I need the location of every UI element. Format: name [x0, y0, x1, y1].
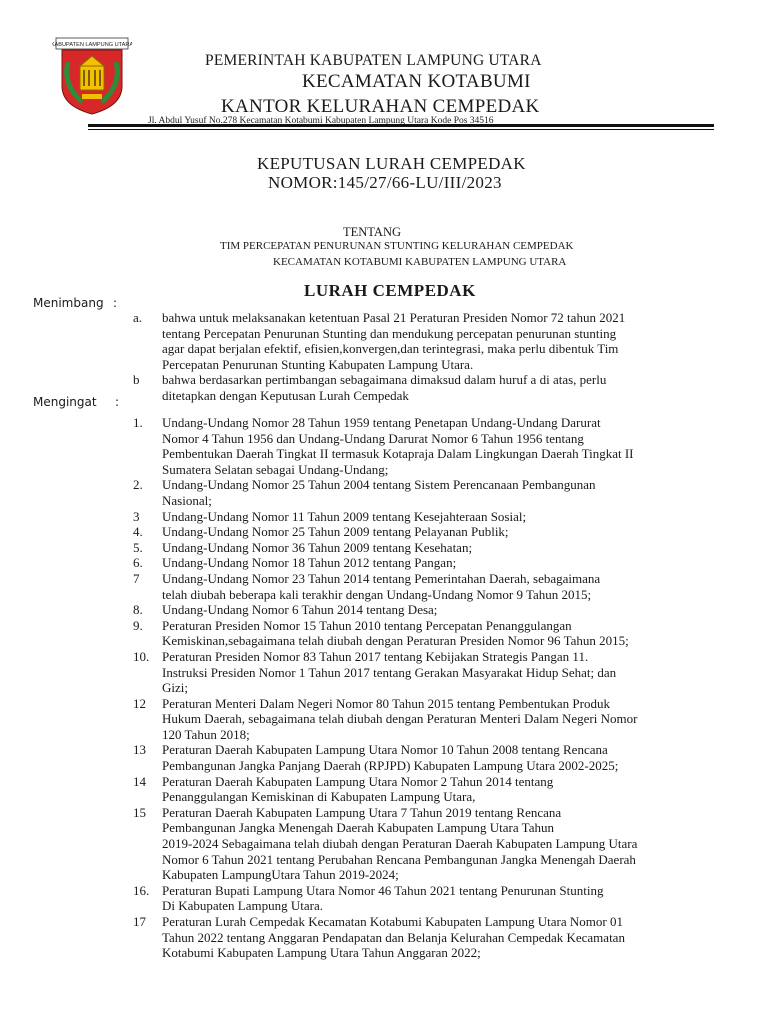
- list-item: [0, 696, 768, 743]
- list-item-line: Tahun 2022 tentang Anggaran Pendapatan dan Belanja Kelurahan Cempedak Kecamatan: [162, 929, 625, 945]
- letterhead-government: PEMERINTAH KABUPATEN LAMPUNG UTARA: [205, 52, 542, 69]
- list-item: [0, 540, 768, 556]
- list-item-line: Undang-Undang Nomor 25 Tahun 2009 tentang Pelayanan Publik;: [162, 524, 509, 540]
- list-item-line: Nasional;: [162, 492, 212, 508]
- list-item-line: Peraturan Menteri Dalam Negeri Nomor 80 Tahun 2015 tentang Pembentukan Produk: [162, 695, 610, 711]
- list-item-line: Gizi;: [162, 680, 188, 696]
- list-item-line: Peraturan Presiden Nomor 83 Tahun 2017 tentang Kebijakan Strategis Pangan 11.: [162, 648, 589, 664]
- list-item: [0, 742, 768, 773]
- list-item: [0, 509, 768, 525]
- list-item-text: [162, 914, 702, 961]
- svg-text:KABUPATEN LAMPUNG UTARA: KABUPATEN LAMPUNG UTARA: [52, 42, 132, 48]
- list-item: [0, 805, 768, 883]
- list-item: [0, 914, 768, 961]
- list-item-text: [162, 696, 702, 743]
- list-item-text: [162, 774, 702, 805]
- section-label: Menimbang: [33, 296, 104, 310]
- list-item-line: agar dapat berjalan efektif, efisien,konvergen,dan terintegrasi, maka perlu dibentuk Tim: [162, 341, 619, 357]
- section-colon: :: [113, 296, 118, 310]
- decree-subject-line2: KECAMATAN KOTABUMI KABUPATEN LAMPUNG UTARA: [273, 256, 567, 268]
- letterhead-thin-rule: [88, 129, 714, 130]
- list-item-line: Pembentukan Daerah Tingkat II termasuk Kotapraja Dalam Lingkungan Daerah Tingkat II: [162, 446, 634, 462]
- list-item-number: 2.: [133, 477, 143, 493]
- list-item-number: b: [133, 372, 140, 388]
- list-item-line: 2019-2024 Sebagaimana telah diubah dengan Peraturan Daerah Kabupaten Lampung Utara: [162, 836, 638, 852]
- decree-official: LURAH CEMPEDAK: [304, 281, 476, 300]
- list-item-line: Percepatan Penurunan Stunting Kabupaten Lampung Utara.: [162, 356, 474, 372]
- list-item-line: Peraturan Lurah Cempedak Kecamatan Kotabumi Kabupaten Lampung Utara Nomor 01: [162, 914, 623, 929]
- list-item: [0, 524, 768, 540]
- list-item: [0, 555, 768, 571]
- emblem-icon: [52, 36, 132, 116]
- list-item-number: 6.: [133, 555, 143, 571]
- list-item-text: [162, 742, 702, 773]
- list-item: [0, 571, 768, 602]
- list-item-line: Hukum Daerah, sebagaimana telah diubah dengan Peraturan Menteri Dalam Negeri Nomor: [162, 711, 638, 727]
- list-item-line: Undang-Undang Nomor 25 Tahun 2004 tentang Sistem Perencanaan Pembangunan: [162, 477, 596, 493]
- list-item: [0, 649, 768, 696]
- list-item-text: [162, 509, 702, 525]
- mengingat-list: [0, 415, 768, 961]
- list-item-number: 12: [133, 695, 146, 711]
- list-item-number: 14: [133, 773, 146, 789]
- list-item-line: Sumatera Selatan sebagai Undang-Undang;: [162, 461, 389, 477]
- list-item: [0, 774, 768, 805]
- list-item-line: Peraturan Presiden Nomor 15 Tahun 2010 tentang Percepatan Penanggulangan: [162, 617, 572, 633]
- list-item-line: Instruksi Presiden Nomor 1 Tahun 2017 tentang Gerakan Masyarakat Hidup Sehat; dan: [162, 664, 617, 680]
- list-item-text: [162, 310, 702, 372]
- list-item-text: [162, 477, 702, 508]
- list-item-line: Penanggulangan Kemiskinan di Kabupaten Lampung Utara,: [162, 789, 476, 805]
- list-item-number: a.: [133, 310, 143, 325]
- list-item: [0, 602, 768, 618]
- list-item-text: [162, 372, 702, 403]
- letterhead-office: KANTOR KELURAHAN CEMPEDAK: [221, 96, 540, 117]
- list-item-line: 120 Tahun 2018;: [162, 726, 250, 742]
- list-item-text: [162, 571, 702, 602]
- letterhead-address: Jl. Abdul Yusuf No.278 Kecamatan Kotabumi Kabupaten Lampung Utara Kode Pos 34516: [148, 116, 494, 126]
- decree-title: KEPUTUSAN LURAH CEMPEDAK: [257, 154, 526, 173]
- list-item: [0, 883, 768, 914]
- list-item-number: 8.: [133, 602, 143, 618]
- list-item-line: Undang-Undang Nomor 11 Tahun 2009 tentang Kesejahteraan Sosial;: [162, 508, 527, 524]
- list-item: [0, 618, 768, 649]
- list-item-line: Peraturan Daerah Kabupaten Lampung Utara 7 Tahun 2019 tentang Rencana: [162, 804, 562, 820]
- decree-subject-line1: TIM PERCEPATAN PENURUNAN STUNTING KELURAHAN CEMPEDAK: [220, 240, 574, 252]
- kabupaten-logo: [52, 36, 132, 116]
- list-item-line: telah diubah beberapa kali terakhir dengan Undang-Undang Nomor 9 Tahun 2015;: [162, 586, 592, 602]
- list-item: [0, 477, 768, 508]
- section-mengingat-label: [33, 395, 120, 409]
- section-colon: :: [115, 395, 120, 409]
- letterhead-thick-rule: [88, 124, 714, 127]
- list-item-line: Nomor 6 Tahun 2021 tentang Perubahan Rencana Pembangunan Jangka Menengah Daerah: [162, 851, 636, 867]
- list-item-line: Undang-Undang Nomor 18 Tahun 2012 tentang Pangan;: [162, 555, 457, 571]
- list-item-number: 3: [133, 508, 140, 524]
- list-item-text: [162, 805, 702, 883]
- list-item-number: 5.: [133, 539, 143, 555]
- list-item-line: Kotabumi Kabupaten Lampung Utara Tahun Anggaran 2022;: [162, 945, 481, 961]
- list-item-line: Kemiskinan,sebagaimana telah diubah dengan Peraturan Presiden Nomor 96 Tahun 2015;: [162, 633, 629, 649]
- list-item-text: [162, 602, 702, 618]
- list-item-number: 16.: [133, 882, 150, 898]
- list-item-text: [162, 618, 702, 649]
- list-item-number: 17: [133, 914, 146, 929]
- list-item-text: [162, 883, 702, 914]
- list-item-line: Undang-Undang Nomor 6 Tahun 2014 tentang Desa;: [162, 602, 438, 618]
- list-item-number: 1.: [133, 415, 143, 430]
- list-item-line: Pembangunan Jangka Panjang Daerah (RPJPD) Kabupaten Lampung Utara 2002-2025;: [162, 758, 619, 774]
- list-item-line: Kabupaten LampungUtara Tahun 2019-2024;: [162, 867, 399, 883]
- list-item-number: 10.: [133, 648, 150, 664]
- section-label: Mengingat: [33, 395, 97, 409]
- list-item-text: [162, 649, 702, 696]
- list-item-line: Pembangunan Jangka Menengah Daerah Kabupaten Lampung Utara Tahun: [162, 820, 554, 836]
- decree-number: NOMOR:145/27/66-LU/III/2023: [268, 173, 502, 192]
- list-item-text: [162, 540, 702, 556]
- section-menimbang-label: [33, 296, 118, 310]
- list-item-line: bahwa untuk melaksanakan ketentuan Pasal 21 Peraturan Presiden Nomor 72 tahun 2021: [162, 310, 626, 325]
- decree-about-label: TENTANG: [343, 225, 402, 239]
- list-item-text: [162, 555, 702, 571]
- list-item-line: Nomor 4 Tahun 1956 dan Undang-Undang Darurat Nomor 6 Tahun 1956 tentang: [162, 430, 584, 446]
- list-item-line: Undang-Undang Nomor 28 Tahun 1959 tentang Penetapan Undang-Undang Darurat: [162, 415, 601, 430]
- list-item-line: tentang Percepatan Penurunan Stunting dan mendukung percepatan penurunan stunting: [162, 325, 617, 341]
- list-item-line: ditetapkan dengan Keputusan Lurah Cempedak: [162, 387, 409, 403]
- list-item-number: 15: [133, 804, 146, 820]
- list-item: [0, 310, 768, 372]
- letterhead-district: KECAMATAN KOTABUMI: [302, 71, 531, 92]
- list-item-line: Peraturan Daerah Kabupaten Lampung Utara Nomor 2 Tahun 2014 tentang: [162, 773, 554, 789]
- list-item-line: Undang-Undang Nomor 36 Tahun 2009 tentang Kesehatan;: [162, 539, 473, 555]
- list-item-line: Peraturan Daerah Kabupaten Lampung Utara Nomor 10 Tahun 2008 tentang Rencana: [162, 742, 608, 758]
- list-item: [0, 415, 768, 477]
- list-item-number: 9.: [133, 617, 143, 633]
- list-item-line: Peraturan Bupati Lampung Utara Nomor 46 Tahun 2021 tentang Penurunan Stunting: [162, 882, 604, 898]
- list-item-text: [162, 415, 702, 477]
- list-item-number: 13: [133, 742, 146, 758]
- list-item-line: Undang-Undang Nomor 23 Tahun 2014 tentang Pemerintahan Daerah, sebagaimana: [162, 570, 601, 586]
- menimbang-list: [0, 310, 768, 404]
- list-item-number: 4.: [133, 524, 143, 540]
- list-item-line: bahwa berdasarkan pertimbangan sebagaimana dimaksud dalam huruf a di atas, perlu: [162, 372, 607, 388]
- list-item-line: Di Kabupaten Lampung Utara.: [162, 898, 324, 914]
- list-item-number: 7: [133, 570, 140, 586]
- list-item-text: [162, 524, 702, 540]
